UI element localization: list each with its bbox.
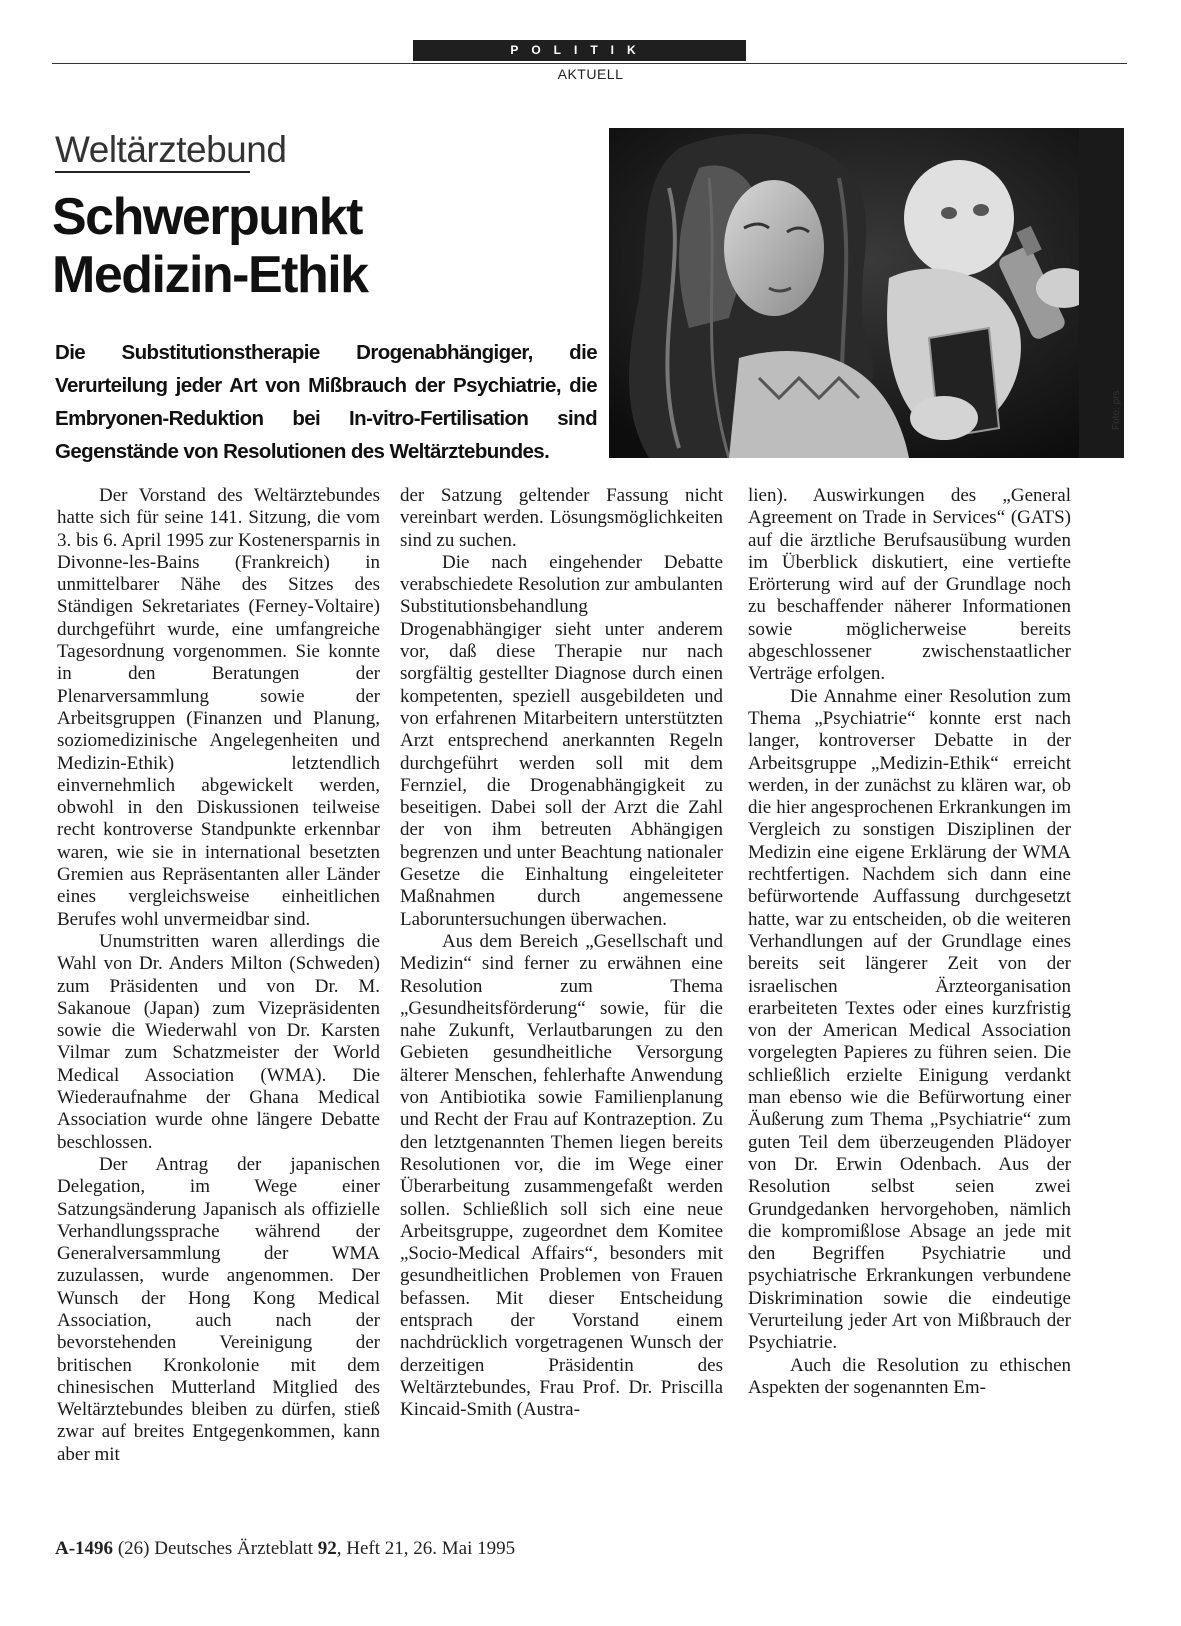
header-rule <box>52 63 1127 64</box>
subsection-label: AKTUELL <box>557 66 624 82</box>
kicker-underline <box>55 171 250 173</box>
headline-line-1: Schwerpunkt <box>52 188 362 246</box>
headline-line-2: Medizin-Ethik <box>52 246 368 304</box>
article-column-3 <box>748 485 1071 1399</box>
paragraph: Die Annahme einer Resolution zum Thema „Psychiatrie“ konnte erst nach langer, kontroverser Debatte in der Arbeitsgruppe „Medizin-Ethik“ erreicht werden, in der zunächst zu klären war, ob die hier angesprochenen Erkrankungen im Vergleich zu sonstigen Disziplinen der Medizin eine eigene Erklärung der WMA rechtfertigen. Nachdem sich dann eine befürwortende Auffassung durchgesetzt hatte, war zu entscheiden, ob die weiteren Verhandlungen auf der Grundlage eines bereits seit längerer Zeit von der israelischen Ärzteorganisation erarbeiteten Textes oder eines kurzfristig von der American Medical Association vorgelegten Papieres zu führen seien. Die schließlich erzielte Einigung verdankt man ebenso wie die Befürwortung einer Äußerung zum Thema „Psychiatrie“ zum guten Teil dem überzeugenden Plädoyer von Dr. Erwin Odenbach. Aus der Resolution selbst seien zwei Grundgedanken hervorgehoben, nämlich die kompromißlose Absage an jede mit den Begriffen Psychiatrie und psychiatrische Erkrankungen verbundene Diskrimination sowie die eindeutige Verurteilung jeder Art von Mißbrauch der Psychiatrie. <box>748 685 1071 1354</box>
paragraph: Der Antrag der japanischen Delegation, im Wege einer Satzungsänderung Japanisch als offizielle Verhandlungssprache während der Generalversammlung der WMA zuzulassen, wurde angenommen. Der Wunsch der Hong Kong Medical Association, auch nach der bevorstehenden Vereinigung der britischen Kronkolonie mit dem chinesischen Mutterland Mitglied des Weltärztebundes bleiben zu dürfen, stieß zwar auf breites Entgegenkommen, kann aber mit <box>57 1153 380 1465</box>
paragraph: der Satzung geltender Fassung nicht vereinbart werden. Lösungsmöglichkeiten sind zu suchen. <box>400 485 723 551</box>
paragraph: lien). Auswirkungen des „General Agreement on Trade in Services“ (GATS) auf die ärztliche Berufsausübung wurden im Überblick diskutiert, eine vertiefte Erörterung wird auf der Grundlage noch zu beschaffender näherer Informationen sowie möglicherweise bereits abgeschlossener zwischenstaatlicher Verträge erfolgen. <box>748 485 1071 685</box>
page-number: A-1496 <box>55 1538 114 1559</box>
article-headline <box>52 188 368 304</box>
article-column-1 <box>57 485 380 1466</box>
page-footer <box>55 1538 515 1560</box>
paragraph: Die nach eingehender Debatte verabschiedete Resolution zur ambulanten Substitutionsbehandlung Drogenabhängiger sieht unter anderem vor, daß diese Therapie nur nach sorgfältig gestellter Diagnose durch einen kompetenten, speziell ausgebildeten und von erfahrenen Mitarbeitern unterstützten Arzt entsprechend anerkannten Regeln durchgeführt werden soll mit dem Fernziel, die Drogenabhängigkeit zu beseitigen. Dabei soll der Arzt die Zahl der von ihm betreuten Abhängigen begrenzen und unter Beachtung nationaler Gesetze die Einhaltung eingeleiteter Maßnahmen durch angemessene Laboruntersuchungen überwachen. <box>400 551 723 930</box>
publication-name: (26) Deutsches Ärzteblatt <box>117 1538 314 1559</box>
photo-credit: Foto: prs <box>1111 390 1122 430</box>
article-kicker: Weltärztebund <box>55 129 287 170</box>
section-label: POLITIK <box>413 40 746 61</box>
issue-date: , Heft 21, 26. Mai 1995 <box>336 1538 516 1559</box>
volume-number: 92 <box>317 1538 337 1559</box>
article-photo <box>609 128 1124 458</box>
article-column-2 <box>400 485 723 1421</box>
paragraph: Aus dem Bereich „Gesellschaft und Medizin“ sind ferner zu erwähnen eine Resolution zum Thema „Gesundheitsförderung“ sowie, für die nahe Zukunft, Verlautbarungen zu den Gebieten gesundheitliche Versorgung älterer Menschen, fehlerhafte Anwendung von Antibiotika sowie Familienplanung und Recht der Frau auf Kontrazeption. Zu den letztgenannten Themen liegen bereits Resolutionen vor, die im Wege einer Überarbeitung zusammengefaßt werden sollen. Schließlich soll sich eine neue Arbeitsgruppe, zugeordnet dem Komitee „Socio-Medical Affairs“, besonders mit gesundheitlichen Problemen von Frauen befassen. Mit dieser Entscheidung entsprach der Vorstand einem nachdrücklich vorgetragenen Wunsch der derzeitigen Präsidentin des Weltärztebundes, Frau Prof. Dr. Priscilla Kincaid-Smith (Austra- <box>400 930 723 1421</box>
paragraph: Der Vorstand des Weltärztebundes hatte sich für seine 141. Sitzung, die vom 3. bis 6. April 1995 zur Kostenersparnis in Divonne-les-Bains (Frankreich) in unmittelbarer Nähe des Sitzes des Ständigen Sekretariates (Ferney-Voltaire) durchgeführt wurde, eine umfangreiche Tagesordnung vorgenommen. Sie konnte in den Beratungen der Plenarversammlung sowie der Arbeitsgruppen (Finanzen und Planung, soziomedizinische Angelegenheiten und Medizin-Ethik) letztendlich einvernehmlich abgewickelt werden, obwohl in den Diskussionen teilweise recht kontroverse Standpunkte erkennbar waren, wie sie in international besetzten Gremien aus Repräsentanten aller Länder eines vergleichsweise einheitlichen Berufes wohl unvermeidbar sind. <box>57 485 380 930</box>
paragraph: Auch die Resolution zu ethischen Aspekten der sogenannten Em- <box>748 1354 1071 1398</box>
article-lead: Die Substitutionstherapie Drogenabhängiger, die Verurteilung jeder Art von Mißbrauch der Psychiatrie, die Embryonen-Reduktion bei In-vitro-Fertilisation sind Gegenstände von Resolutionen des Weltärztebundes. <box>55 341 597 463</box>
paragraph: Unumstritten waren allerdings die Wahl von Dr. Anders Milton (Schweden) zum Präsidenten und von Dr. M. Sakanoue (Japan) zum Vizepräsidenten sowie die Wiederwahl von Dr. Karsten Vilmar zum Schatzmeister der World Medical Association (WMA). Die Wiederaufnahme der Ghana Medical Association wurde ohne längere Debatte beschlossen. <box>57 930 380 1153</box>
